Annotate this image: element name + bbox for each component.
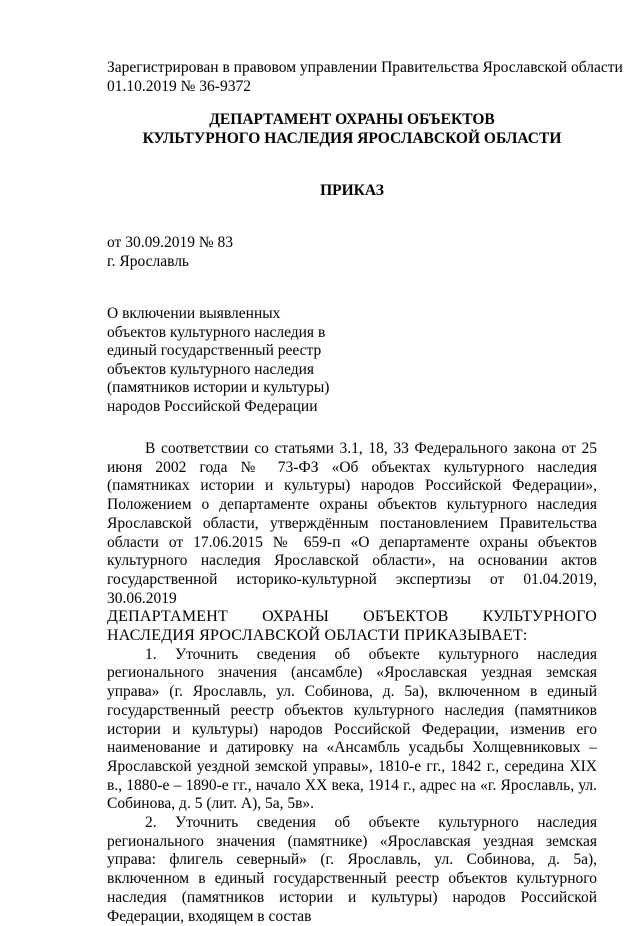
document-meta: [107, 233, 233, 271]
date-number: от 30.09.2019 № 83: [107, 234, 233, 251]
document-subject: [107, 305, 329, 417]
department-line-1: ДЕПАРТАМЕНТ ОХРАНЫ ОБЪЕКТОВ: [209, 111, 495, 128]
subject-line: (памятников истории и культуры): [107, 379, 330, 397]
subject-line: народов Российской Федерации: [107, 397, 318, 415]
order-item-2: 2. Уточнить сведения об объекте культурного наследия регионального значения (памятнике) «Ярославская уездная земская управа: флигель северный» (г. Ярославль, ул. Собинова, д. 5а), включенном в единый государственный реестр объектов культурного наследия (памятников истории и культуры) народов Российской Федерации, входящем в состав: [107, 814, 597, 925]
order-item-1: 1. Уточнить сведения об объекте культурного наследия регионального значения (ансамбле) «Ярославская уездная земская управа» (г. Ярославль, ул. Собинова, д. 5а), включенном в единый государственный реестр объектов культурного наследия (памятников истории и культуры) народов Российской Федерации, изменив его наименование и датировку на «Ансамбль усадьбы Холщевниковых – Ярославской уездной земской управы», 1810-е гг., 1842 г., середина XIX в., 1880-е – 1890-е гг., начало XX века, 1914 г., адрес на «г. Ярославль, ул. Собинова, д. 5 (лит. А), 5а, 5в».: [107, 645, 597, 813]
subject-line: единый государственный реестр: [107, 342, 322, 360]
subject-line: объектов культурного наследия: [107, 360, 315, 378]
city: г. Ярославль: [107, 253, 189, 270]
document-type-title: ПРИКАЗ: [320, 182, 384, 199]
orders-statement: ДЕПАРТАМЕНТ ОХРАНЫ ОБЪЕКТОВ КУЛЬТУРНОГО НАСЛЕДИЯ ЯРОСЛАВСКОЙ ОБЛАСТИ ПРИКАЗЫВАЕТ:: [107, 608, 597, 645]
registration-line: Зарегистрирован в правовом управлении Правительства Ярославской области: [107, 59, 623, 76]
subject-line: О включении выявленных: [107, 305, 281, 322]
registration-number: 01.10.2019 № 36-9372: [107, 78, 251, 95]
department-heading: [107, 110, 597, 148]
registration-note: [107, 58, 623, 96]
department-line-2: КУЛЬТУРНОГО НАСЛЕДИЯ ЯРОСЛАВСКОЙ ОБЛАСТИ: [142, 130, 562, 147]
preamble-paragraph: В соответствии со статьями 3.1, 18, 33 Федерального закона от 25 июня 2002 года № 73-ФЗ «Об объектах культурного наследия (памятниках истории и культуры) народов Российской Федерации», Положением о департаменте охраны объектов культурного наследия Ярославской области, утверждённым постановлением Правительства области от 17.06.2015 № 659-п «О департаменте охраны объектов культурного наследия Ярославской области», на основании актов государственной историко-культурной экспертизы от 01.04.2019, 30.06.2019: [107, 440, 597, 607]
document-body: [107, 440, 597, 926]
subject-line: объектов культурного наследия в: [107, 323, 326, 341]
